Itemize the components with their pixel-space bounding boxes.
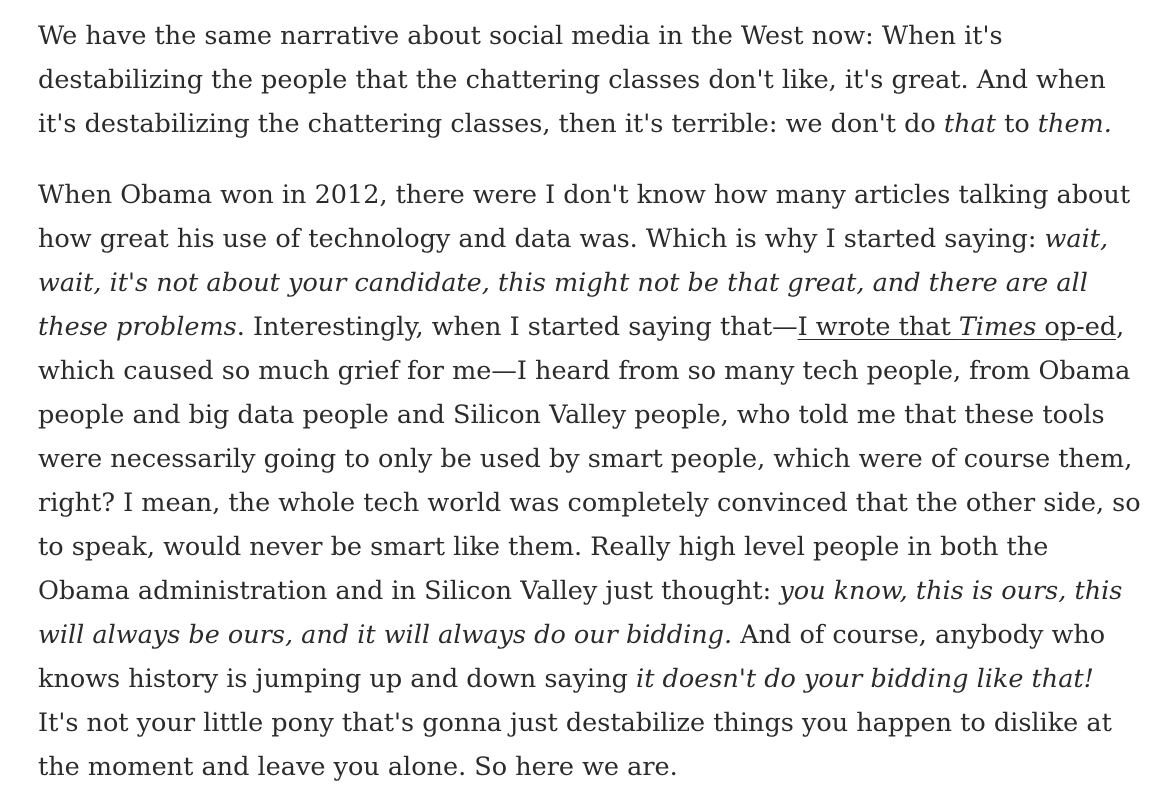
link-text: op-ed bbox=[1036, 312, 1117, 342]
link-text-times: Times bbox=[958, 312, 1037, 342]
paragraph-text: And of course, anybody who knows history is jumping up and down saying bbox=[38, 620, 1106, 694]
emphasis-this-is-ours: you know, this is ours, this will always be ours, and it will always do our bidding. bbox=[38, 576, 1123, 650]
paragraph-obama-2012 bbox=[38, 173, 1142, 789]
link-text: I wrote that bbox=[797, 312, 959, 342]
paragraph-social-media-narrative bbox=[38, 14, 1142, 146]
paragraph-text: When Obama won in 2012, there were I don't know how many articles talking about how great his use of technology and data was. Which is why I started saying: bbox=[38, 180, 1131, 254]
emphasis-them: them. bbox=[1037, 109, 1112, 139]
paragraph-text: . Interestingly, when I started saying that— bbox=[236, 312, 798, 342]
paragraph-text: , which caused so much grief for me—I heard from so many tech people, from Obama people and big data people and Silicon Valley people, who told me that these tools were necessarily going to only be used by smart people, which were of course them, right? I mean, the whole tech world was completely convinced that the other side, so to speak, would never be smart like them. Really high level people in both the Obama administration and in Silicon Valley just thought: bbox=[38, 312, 1141, 606]
emphasis-that: that bbox=[943, 109, 996, 139]
times-op-ed-link[interactable] bbox=[798, 312, 1117, 342]
emphasis-bidding: it doesn't do your bidding like that! bbox=[636, 664, 1094, 694]
emphasis-wait-wait: wait, wait, it's not about your candidate, this might not be that great, and there are all these problems bbox=[38, 224, 1109, 342]
paragraph-text: to bbox=[995, 109, 1038, 139]
paragraph-text: We have the same narrative about social media in the West now: When it's destabilizing the people that the chattering classes don't like, it's great. And when it's destabilizing the chattering classes, then it's terrible: we don't do bbox=[38, 21, 1106, 139]
paragraph-text: It's not your little pony that's gonna just destabilize things you happen to dislike at the moment and leave you alone. So here we are. bbox=[38, 708, 1112, 782]
